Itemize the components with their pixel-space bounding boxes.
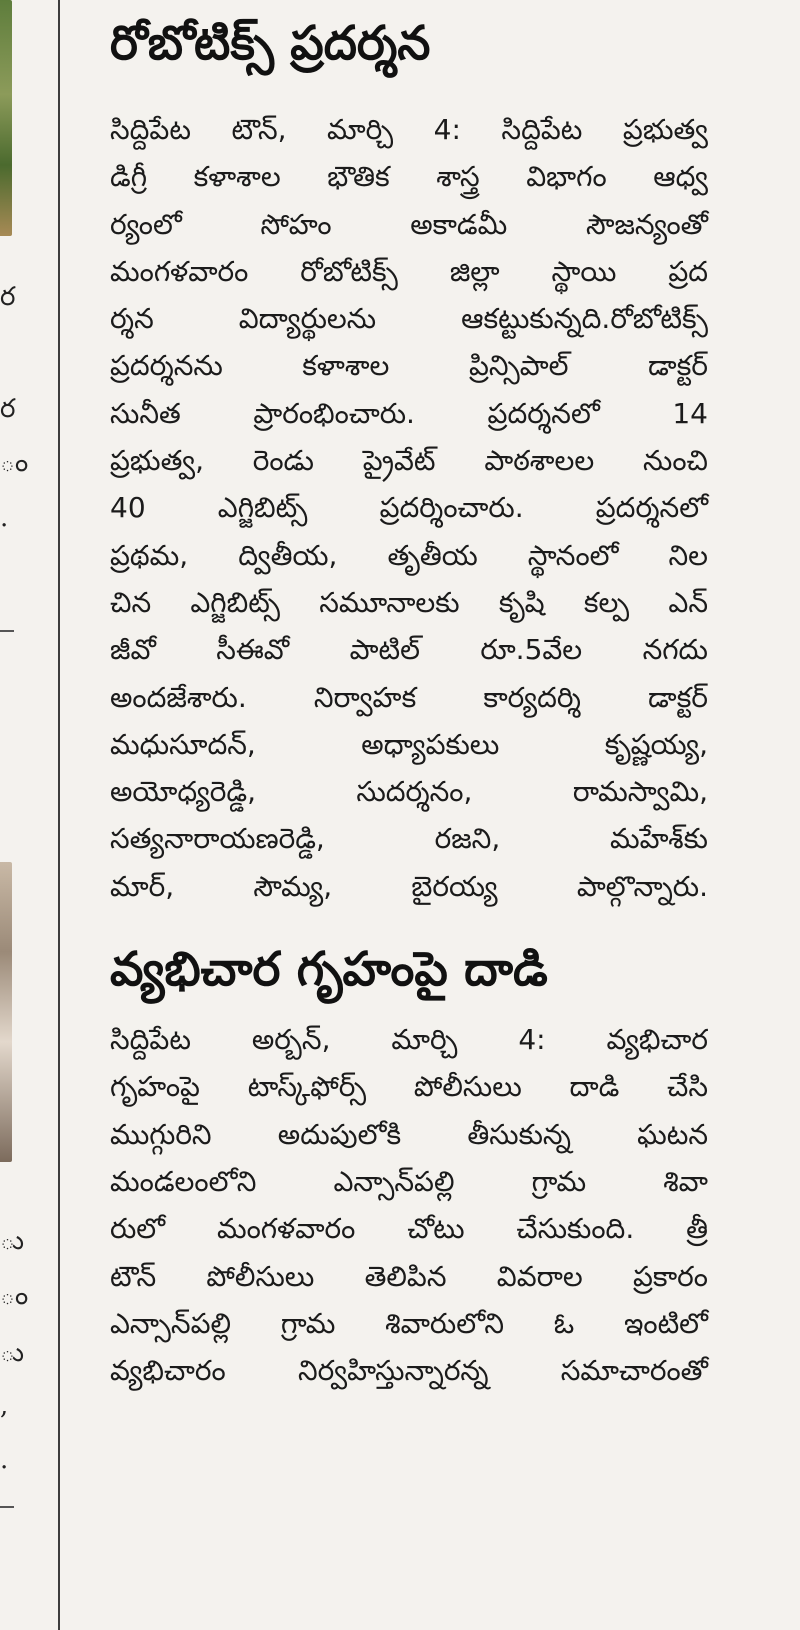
adjacent-rule xyxy=(0,630,14,632)
headline: వ్యభిచార గృహంపై దాడి xyxy=(110,942,548,998)
body-line: సిద్దిపేట అర్బన్, మార్చి 4: వ్యభిచార xyxy=(110,1023,708,1057)
body-line: ముగ్గురిని అదుపులోకి తీసుకున్న ఘటన xyxy=(110,1117,708,1151)
column-divider xyxy=(58,0,60,1630)
body-line: మార్, సౌమ్య, బైరయ్య పాల్గొన్నారు. xyxy=(110,869,708,903)
adjacent-photo-top xyxy=(0,0,12,236)
adjacent-text-fragment: . xyxy=(0,1445,9,1475)
article-column xyxy=(110,0,708,1394)
body-line: ర్యంలో సోహం అకాడమీ సౌజన్యంతో xyxy=(110,207,708,241)
adjacent-text-fragment: . xyxy=(0,503,9,533)
body-line: సునీత ప్రారంభించారు. ప్రదర్శనలో 14 xyxy=(110,396,708,430)
article-body xyxy=(110,106,708,910)
adjacent-text-fragment: ర xyxy=(0,394,16,424)
body-line: రులో మంగళవారం చోటు చేసుకుంది. త్రీ xyxy=(110,1212,708,1246)
body-line: సత్యనారాయణరెడ్డి, రజని, మహేశ్‌కు xyxy=(110,822,708,856)
article-body xyxy=(110,1016,708,1394)
adjacent-column xyxy=(0,0,56,1630)
body-line: ప్రథమ, ద్వితీయ, తృతీయ స్థానంలో నిల xyxy=(110,538,708,572)
body-line: ఎన్సాన్‌పల్లి గ్రామ శివారులోని ఓ ఇంటిలో xyxy=(110,1306,708,1340)
adjacent-photo-middle xyxy=(0,862,12,1162)
article-robotics-exhibition xyxy=(110,12,708,910)
body-line: వ్యభిచారం నిర్వహిస్తున్నారన్న సమాచారంతో xyxy=(110,1354,708,1388)
adjacent-text-fragment: ర xyxy=(0,282,16,312)
article-raid xyxy=(110,938,708,1394)
body-line: గృహంపై టాస్క్‌ఫోర్స్ పోలీసులు దాడి చేసి xyxy=(110,1070,708,1104)
adjacent-text-fragment: ు xyxy=(0,1226,25,1256)
body-line: మధుసూదన్, అధ్యాపకులు కృష్ణయ్య, xyxy=(110,727,708,761)
body-line: 40 ఎగ్జిబిట్స్ ప్రదర్శించారు. ప్రదర్శనలో xyxy=(110,491,708,525)
body-line: టౌన్ పోలీసులు తెలిపిన వివరాల ప్రకారం xyxy=(110,1259,708,1293)
body-line: జీవో సీఈవో పాటిల్ రూ.5వేల నగదు xyxy=(110,633,708,667)
adjacent-rule xyxy=(0,1506,14,1508)
body-line: డిగ్రీ కళాశాల భౌతిక శాస్త్ర విభాగం ఆధ్వ xyxy=(110,160,708,194)
adjacent-text-fragment: ు xyxy=(0,1338,25,1368)
body-line: సిద్దిపేట టౌన్, మార్చి 4: సిద్దిపేట ప్రభుత్వ xyxy=(110,113,708,146)
body-line: మంగళవారం రోబోటిక్స్ జిల్లా స్థాయి ప్రద xyxy=(110,254,708,288)
adjacent-text-fragment: ం xyxy=(0,448,29,478)
adjacent-text-fragment: , xyxy=(0,1391,9,1421)
body-line: అయోధ్యరెడ్డి, సుదర్శనం, రామస్వామి, xyxy=(110,775,708,809)
body-line: మండలంలోని ఎన్సాన్‌పల్లి గ్రామ శివా xyxy=(110,1164,708,1198)
body-line: ప్రభుత్వ, రెండు ప్రైవేట్ పాఠశాలల నుంచి xyxy=(110,444,708,478)
body-line: చిన ఎగ్జిబిట్స్ సమూనాలకు కృషి కల్ప ఎన్ xyxy=(110,585,708,619)
adjacent-text-fragment: ం xyxy=(0,1281,29,1311)
body-line: అందజేశారు. నిర్వాహక కార్యదర్శి డాక్టర్ xyxy=(110,680,708,714)
headline: రోబోటిక్స్ ప్రదర్శన xyxy=(110,16,431,71)
body-line: ప్రదర్శనను కళాశాల ప్రిన్సిపాల్ డాక్టర్ xyxy=(110,349,708,383)
body-line: ర్శన విద్యార్థులను ఆకట్టుకున్నది.రోబోటిక్స్ xyxy=(110,302,708,336)
